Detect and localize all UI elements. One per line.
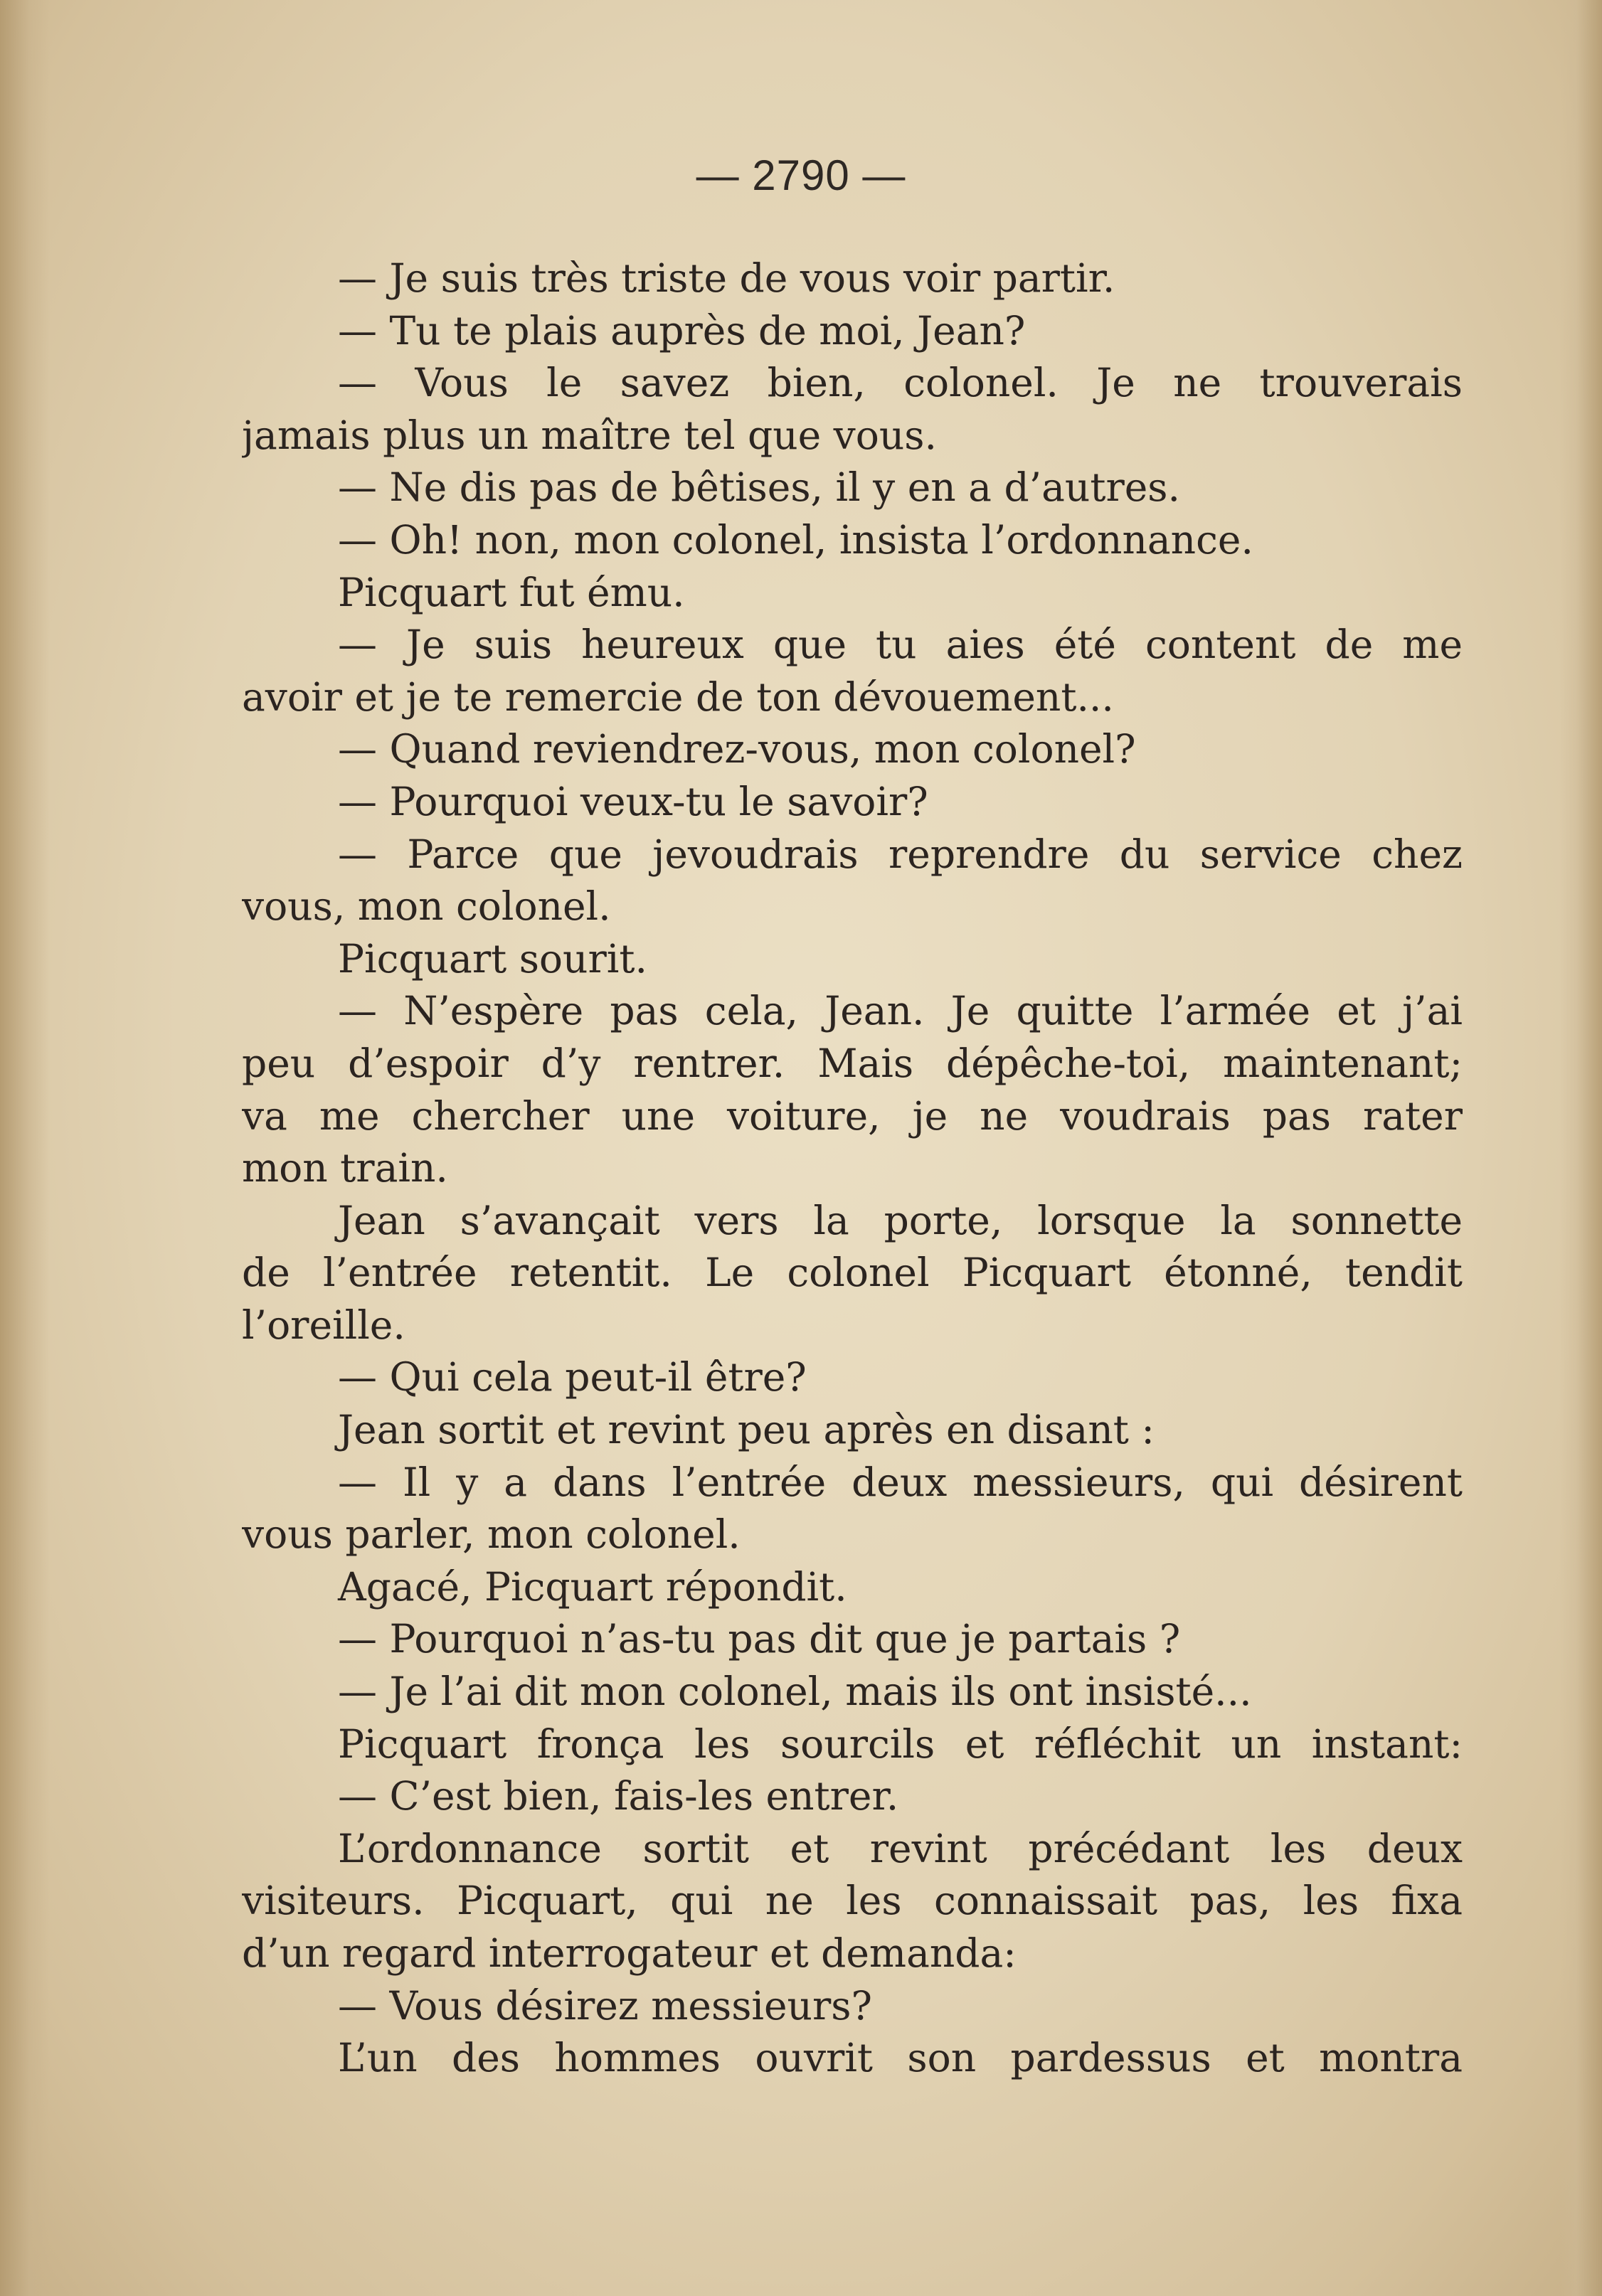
text-line: d’un regard interrogateur et demanda: xyxy=(242,1930,1017,1976)
text-line: — N’espère pas cela, Jean. Je quitte l’armée et j’ai xyxy=(338,988,1463,1034)
text-line: peu d’espoir d’y rentrer. Mais dépêche-toi, maintenant; xyxy=(242,1040,1463,1086)
text-line: — Quand reviendrez-vous, mon colonel? xyxy=(338,726,1136,772)
text-line: — Je l’ai dit mon colonel, mais ils ont insisté... xyxy=(338,1669,1252,1715)
text-line: — Tu te plais auprès de moi, Jean? xyxy=(338,307,1026,354)
text-line: — Vous le savez bien, colonel. Je ne trouverais xyxy=(338,360,1463,406)
text-line: Picquart fronça les sourcils et réfléchit un instant: xyxy=(338,1721,1463,1767)
text-line: avoir et je te remercie de ton dévouement... xyxy=(242,674,1114,720)
text-line: jamais plus un maître tel que vous. xyxy=(242,412,938,458)
page-number: — 2790 — xyxy=(696,152,906,199)
text-line: va me chercher une voiture, je ne voudrais pas rater xyxy=(242,1093,1463,1139)
text-line: de l’entrée retentit. Le colonel Picquart étonné, tendit xyxy=(242,1250,1463,1296)
text-line: Picquart fut ému. xyxy=(338,569,685,615)
text-line: Picquart sourit. xyxy=(338,935,647,982)
body-text xyxy=(242,253,1463,2085)
text-line: mon train. xyxy=(242,1145,448,1191)
text-line: L’ordonnance sortit et revint précédant les deux xyxy=(338,1825,1463,1871)
text-line: vous parler, mon colonel. xyxy=(242,1511,741,1558)
text-line: vous, mon colonel. xyxy=(242,883,611,930)
page-edge-shadow-left xyxy=(0,0,50,2296)
text-line: — Parce que jevoudrais reprendre du service chez xyxy=(338,831,1463,877)
text-line: — Il y a dans l’entrée deux messieurs, qui désirent xyxy=(338,1459,1463,1505)
page-edge-shadow-right xyxy=(1559,0,1602,2296)
text-line: — Pourquoi veux-tu le savoir? xyxy=(338,778,928,824)
text-line: Jean s’avançait vers la porte, lorsque la sonnette xyxy=(338,1197,1463,1243)
text-line: — Je suis très triste de vous voir partir. xyxy=(338,255,1115,301)
text-line: — C’est bien, fais-les entrer. xyxy=(338,1773,899,1819)
text-line: — Oh! non, mon colonel, insista l’ordonnance. xyxy=(338,516,1253,563)
text-line: Agacé, Picquart répondit. xyxy=(338,1563,847,1610)
text-line: Jean sortit et revint peu après en disant : xyxy=(338,1407,1155,1453)
text-line: — Je suis heureux que tu aies été content de me xyxy=(338,622,1463,668)
text-line: visiteurs. Picquart, qui ne les connaissait pas, les fixa xyxy=(242,1878,1463,1924)
text-line: — Ne dis pas de bêtises, il y en a d’autres. xyxy=(338,464,1181,511)
text-line: L’un des hommes ouvrit son pardessus et montra xyxy=(338,2035,1463,2081)
text-line: — Pourquoi n’as-tu pas dit que je partais ? xyxy=(338,1616,1181,1662)
text-line: l’oreille. xyxy=(242,1302,405,1348)
text-line: — Vous désirez messieurs? xyxy=(338,1982,872,2029)
text-line: — Qui cela peut-il être? xyxy=(338,1354,807,1401)
